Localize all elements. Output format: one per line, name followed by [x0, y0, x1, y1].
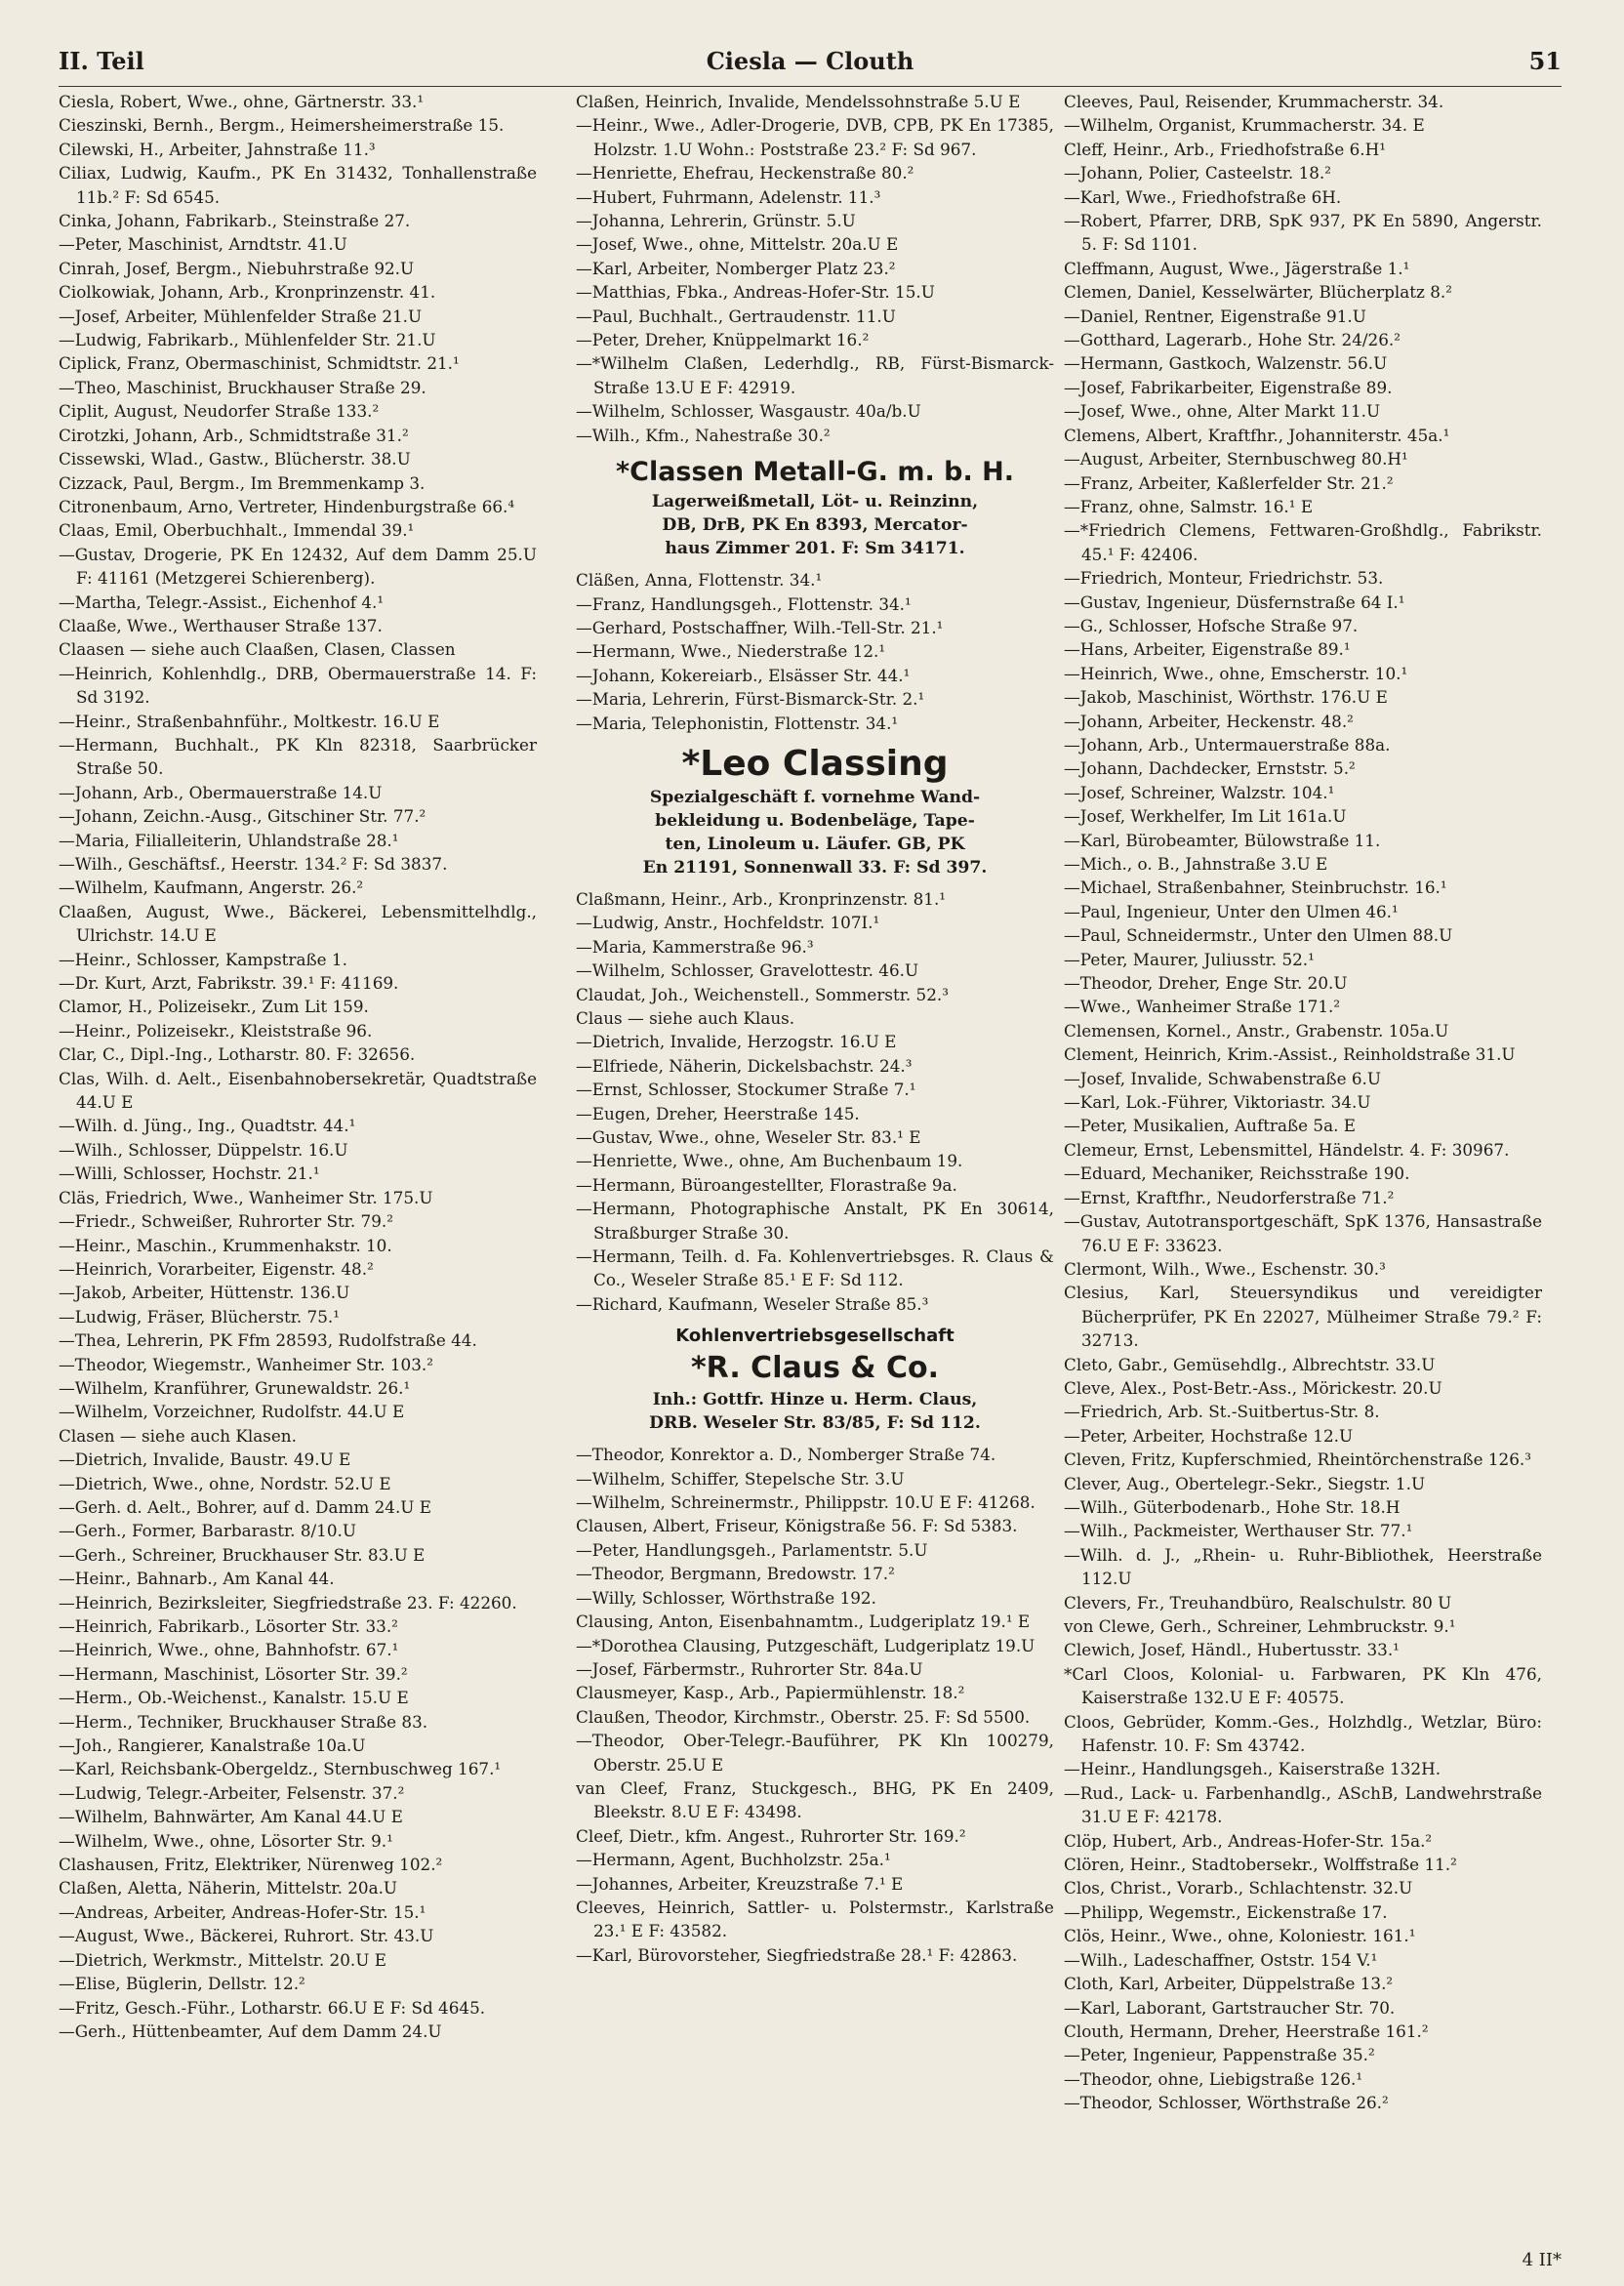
- directory-entry: —Wilhelm, Bahnwärter, Am Kanal 44.U E: [59, 1807, 403, 1827]
- directory-entry: Cinka, Johann, Fabrikarb., Steinstraße 27.: [59, 211, 411, 231]
- directory-entry: —Wilh. d. J., „Rhein- u. Ruhr-Bibliothek, Heerstraße 112.U: [1064, 1544, 1542, 1589]
- directory-entry: Cloos, Gebrüder, Komm.-Ges., Holzhdlg., Wetzlar, Büro: Hafenstr. 10. F: Sm 43742.: [1064, 1711, 1542, 1756]
- directory-entry: Cleffmann, August, Wwe., Jägerstraße 1.¹: [1064, 258, 1410, 278]
- directory-entry: —Wilhelm, Schiffer, Stepelsche Str. 3.U: [576, 1468, 905, 1489]
- directory-entry: Clashausen, Fritz, Elektriker, Nürenweg 102.²: [59, 1855, 443, 1875]
- directory-entry: —Eugen, Dreher, Heerstraße 145.: [576, 1103, 860, 1123]
- signature-mark: 4 II*: [1522, 2250, 1562, 2270]
- directory-entry: Claßen, Aletta, Näherin, Mittelstr. 20a.U: [59, 1878, 398, 1898]
- entry-list: [576, 1443, 1054, 1967]
- directory-entry: Clemeur, Ernst, Lebensmittel, Händelstr. 4. F: 30967.: [1064, 1139, 1510, 1160]
- directory-entry: —Heinrich, Fabrikarb., Lösorter Str. 33.²: [59, 1616, 398, 1636]
- directory-entry: Clevers, Fr., Treuhandbüro, Realschulstr. 80 U: [1064, 1592, 1452, 1612]
- directory-entry: —Thea, Lehrerin, PK Ffm 28593, Rudolfstraße 44.: [59, 1330, 477, 1351]
- directory-entry: —Wilh., Güterbodenarb., Hohe Str. 18.H: [1064, 1496, 1401, 1517]
- directory-entry: —Josef, Wwe., ohne, Alter Markt 11.U: [1064, 401, 1381, 422]
- directory-entry: von Clewe, Gerh., Schreiner, Lehmbruckstr. 9.¹: [1064, 1616, 1456, 1636]
- directory-entry: —Peter, Ingenieur, Pappenstraße 35.²: [1064, 2045, 1375, 2065]
- directory-entry: —Johannes, Arbeiter, Kreuzstraße 7.¹ E: [576, 1873, 904, 1894]
- directory-entry: —Karl, Laborant, Gartstraucher Str. 70.: [1064, 1997, 1396, 2018]
- directory-entry: —Peter, Arbeiter, Hochstraße 12.U: [1064, 1425, 1354, 1446]
- directory-entry: —Heinr., Handlungsgeh., Kaiserstraße 132H.: [1064, 1759, 1441, 1779]
- directory-entry: Cleef, Dietr., kfm. Angest., Ruhrorter Str. 169.²: [576, 1825, 966, 1846]
- directory-entry: —G., Schlosser, Hofsche Straße 97.: [1064, 615, 1359, 635]
- directory-entry: —Josef, Arbeiter, Mühlenfelder Straße 21.U: [59, 306, 423, 326]
- directory-entry: —Mich., o. B., Jahnstraße 3.U E: [1064, 854, 1328, 874]
- directory-entry: —Wilh., Ladeschaffner, Oststr. 154 V.¹: [1064, 1949, 1378, 1970]
- directory-entry: —Theodor, Konrektor a. D., Nomberger Straße 74.: [576, 1445, 996, 1465]
- directory-entry: —Josef, Fabrikarbeiter, Eigenstraße 89.: [1064, 377, 1393, 397]
- directory-entry: —Willi, Schlosser, Hochstr. 21.¹: [59, 1163, 320, 1184]
- directory-entry: —Gustav, Autotransportgeschäft, SpK 1376, Hansastraße 76.U E F: 33623.: [1064, 1211, 1542, 1255]
- directory-entry: —Peter, Handlungsgeh., Parlamentstr. 5.U: [576, 1539, 928, 1560]
- directory-entry: Claßmann, Heinr., Arb., Kronprinzenstr. 81.¹: [576, 888, 947, 909]
- directory-entry: Clausen, Albert, Friseur, Königstraße 56. F: Sd 5383.: [576, 1516, 1018, 1536]
- directory-entry: —Heinrich, Wwe., ohne, Emscherstr. 10.¹: [1064, 663, 1408, 683]
- directory-entry: —Josef, Werkhelfer, Im Lit 161a.U: [1064, 806, 1347, 827]
- directory-entry: —Johann, Arbeiter, Heckenstr. 48.²: [1064, 711, 1354, 731]
- directory-entry: —Johanna, Lehrerin, Grünstr. 5.U: [576, 211, 856, 231]
- directory-entry: —Hermann, Gastkoch, Walzenstr. 56.U: [1064, 353, 1388, 374]
- advertisement-classing: [576, 743, 1054, 879]
- directory-entry: —Johann, Kokereiarb., Elsässer Str. 44.¹: [576, 665, 911, 685]
- directory-entry: —Karl, Arbeiter, Nomberger Platz 23.²: [576, 258, 896, 278]
- directory-entry: —Gerh., Former, Barbarastr. 8/10.U: [59, 1521, 356, 1541]
- directory-entry: —Karl, Lok.-Führer, Viktoriastr. 34.U: [1064, 1092, 1371, 1113]
- directory-entry: —Dietrich, Werkmstr., Mittelstr. 20.U E: [59, 1949, 386, 1970]
- directory-entry: Claßen, Heinrich, Invalide, Mendelssohnstraße 5.U E: [576, 92, 1021, 111]
- directory-entry: —Hermann, Wwe., Niederstraße 12.¹: [576, 641, 886, 662]
- directory-entry: Cleeves, Heinrich, Sattler- u. Polstermstr., Karlstraße 23.¹ E F: 43582.: [576, 1897, 1054, 1941]
- directory-entry: —Heinr., Straßenbahnführ., Moltkestr. 16.U E: [59, 711, 440, 731]
- directory-entry: Clas, Wilh. d. Aelt., Eisenbahnobersekretär, Quadtstraße 44.U E: [59, 1068, 537, 1113]
- directory-entry: van Cleef, Franz, Stuckgesch., BHG, PK En 2409, Bleekstr. 8.U E F: 43498.: [576, 1777, 1054, 1822]
- directory-entry: —Rud., Lack- u. Farbenhandlg., ASchB, Landwehrstraße 31.U E F: 42178.: [1064, 1782, 1542, 1827]
- directory-entry: —Paul, Buchhalt., Gertraudenstr. 11.U: [576, 306, 896, 326]
- directory-entry: —Gustav, Wwe., ohne, Weseler Str. 83.¹ E: [576, 1127, 921, 1147]
- directory-entry: —Herm., Techniker, Bruckhauser Straße 83.: [59, 1711, 428, 1732]
- directory-entry: —Peter, Maschinist, Arndtstr. 41.U: [59, 234, 347, 255]
- directory-entry: Claus — siehe auch Klaus.: [576, 1007, 795, 1028]
- directory-entry: Clar, C., Dipl.-Ing., Lotharstr. 80. F: 32656.: [59, 1044, 416, 1065]
- directory-entry: —Michael, Straßenbahner, Steinbruchstr. 16.¹: [1064, 878, 1447, 898]
- directory-entry: —Elfriede, Näherin, Dickelsbachstr. 24.³: [576, 1055, 913, 1076]
- directory-entry: —Josef, Schreiner, Walzstr. 104.¹: [1064, 782, 1335, 802]
- directory-entry: Claasen — siehe auch Claaßen, Clasen, Classen: [59, 639, 456, 660]
- directory-entry: —Franz, Handlungsgeh., Flottenstr. 34.¹: [576, 593, 912, 614]
- directory-entry: —Wilhelm, Schlosser, Gravelottestr. 46.U: [576, 960, 919, 981]
- directory-entry: —Peter, Dreher, Knüppelmarkt 16.²: [576, 330, 870, 350]
- directory-entry: —Daniel, Rentner, Eigenstraße 91.U: [1064, 306, 1366, 326]
- directory-entry: —Hermann, Büroangestellter, Florastraße 9a.: [576, 1174, 957, 1195]
- directory-entry: —Jakob, Maschinist, Wörthstr. 176.U E: [1064, 687, 1388, 708]
- directory-entry: —Ludwig, Fabrikarb., Mühlenfelder Str. 21.U: [59, 330, 436, 350]
- directory-entry: —Martha, Telegr.-Assist., Eichenhof 4.¹: [59, 592, 385, 612]
- directory-entry: —Hermann, Teilh. d. Fa. Kohlenvertriebsges. R. Claus & Co., Weseler Straße 85.¹ E F: Sd 112.: [576, 1246, 1054, 1290]
- directory-entry: —Theodor, Bergmann, Bredowstr. 17.²: [576, 1564, 895, 1584]
- ad-line: Inh.: Gottfr. Hinze u. Herm. Claus,: [652, 1390, 978, 1410]
- ad-line: DB, DrB, PK En 8393, Mercator-: [662, 515, 968, 536]
- directory-entry: Cleff, Heinr., Arb., Friedhofstraße 6.H¹: [1064, 139, 1386, 159]
- directory-entry: Cleeves, Paul, Reisender, Krummacherstr. 34.: [1064, 92, 1444, 111]
- directory-entry: —Heinrich, Kohlenhdlg., DRB, Obermauerstraße 14. F: Sd 3192.: [59, 663, 537, 708]
- directory-entry: Clausing, Anton, Eisenbahnamtm., Ludgeriplatz 19.¹ E: [576, 1612, 1031, 1632]
- directory-entry: —Friedr., Schweißer, Ruhrorter Str. 79.²: [59, 1211, 393, 1232]
- directory-entry: Cläs, Friedrich, Wwe., Wanheimer Str. 175.U: [59, 1187, 433, 1207]
- directory-entry: —Wilhelm, Kaufmann, Angerstr. 26.²: [59, 878, 364, 898]
- directory-entry: —Wilhelm, Wwe., ohne, Lösorter Str. 9.¹: [59, 1830, 393, 1851]
- directory-entry: —Franz, ohne, Salmstr. 16.¹ E: [1064, 496, 1314, 516]
- directory-entry: —Karl, Wwe., Friedhofstraße 6H.: [1064, 186, 1342, 207]
- directory-entry: Cissewski, Wlad., Gastw., Blücherstr. 38.U: [59, 449, 411, 469]
- directory-entry: —Maria, Filialleiterin, Uhlandstraße 28.¹: [59, 830, 399, 850]
- directory-entry: —*Friedrich Clemens, Fettwaren-Großhdlg., Fabrikstr. 45.¹ F: 42406.: [1064, 520, 1542, 564]
- directory-entry: —Heinr., Schlosser, Kampstraße 1.: [59, 949, 347, 969]
- directory-entry: Cleven, Fritz, Kupferschmied, Rheintörchenstraße 126.³: [1064, 1449, 1531, 1470]
- ad-line: ten, Linoleum u. Läufer. GB, PK: [665, 834, 965, 854]
- directory-entry: —Wilh., Geschäftsf., Heerstr. 134.² F: Sd 3837.: [59, 854, 448, 874]
- directory-entry: —Willy, Schlosser, Wörthstraße 192.: [576, 1587, 876, 1608]
- directory-entry: Clöp, Hubert, Arb., Andreas-Hofer-Str. 15a.²: [1064, 1830, 1433, 1851]
- entry-list: [576, 568, 1054, 735]
- directory-entry: Clesius, Karl, Steuersyndikus und vereidigter Bücherprüfer, PK En 22027, Mülheimer Straße 79.² F: 32713.: [1064, 1283, 1542, 1351]
- directory-entry: —Heinrich, Bezirksleiter, Siegfriedstraße 23. F: 42260.: [59, 1592, 517, 1612]
- directory-entry: —Henriette, Wwe., ohne, Am Buchenbaum 19.: [576, 1151, 963, 1171]
- directory-entry: —Franz, Arbeiter, Kaßlerfelder Str. 21.²: [1064, 472, 1394, 493]
- directory-entry: Clemen, Daniel, Kesselwärter, Blücherplatz 8.²: [1064, 282, 1452, 303]
- directory-entry: Citronenbaum, Arno, Vertreter, Hindenburgstraße 66.⁴: [59, 496, 515, 516]
- directory-entry: Cizzack, Paul, Bergm., Im Bremmenkamp 3.: [59, 472, 426, 493]
- directory-entry: —Wilhelm, Organist, Krummacherstr. 34. E: [1064, 115, 1425, 136]
- directory-entry: —Friedrich, Arb. St.-Suitbertus-Str. 8.: [1064, 1402, 1380, 1422]
- entry-list: [576, 887, 1054, 1316]
- directory-entry: —Wilh., Packmeister, Werthauser Str. 77.¹: [1064, 1521, 1413, 1541]
- directory-entry: Cirotzki, Johann, Arb., Schmidtstraße 31.²: [59, 425, 409, 445]
- ad-line: Spezialgeschäft f. vornehme Wand-: [649, 787, 981, 807]
- advertisement-classen: [576, 455, 1054, 560]
- directory-entry: —Hermann, Agent, Buchholzstr. 25a.¹: [576, 1850, 891, 1870]
- directory-entry: —Theodor, ohne, Liebigstraße 126.¹: [1064, 2068, 1363, 2089]
- directory-entry: Clemens, Albert, Kraftfhr., Johanniterstr. 45a.¹: [1064, 425, 1450, 445]
- directory-entry: —Paul, Schneidermstr., Unter den Ulmen 88.U: [1064, 925, 1453, 946]
- directory-entry: —Ludwig, Telegr.-Arbeiter, Felsenstr. 37.²: [59, 1782, 405, 1803]
- directory-entry: —Wilh., Kfm., Nahestraße 30.²: [576, 425, 831, 445]
- directory-entry: —Theodor, Dreher, Enge Str. 20.U: [1064, 973, 1348, 994]
- ad-line: Lagerweißmetall, Löt- u. Reinzinn,: [651, 492, 979, 512]
- directory-entry: —Peter, Musikalien, Auftraße 5a. E: [1064, 1116, 1357, 1136]
- directory-entry: Cläßen, Anna, Flottenstr. 34.¹: [576, 570, 823, 591]
- directory-entry: —Theo, Maschinist, Bruckhauser Straße 29.: [59, 377, 426, 397]
- directory-entry: Cloth, Karl, Arbeiter, Düppelstraße 13.²: [1064, 1974, 1394, 1994]
- directory-entry: Claudat, Joh., Weichenstell., Sommerstr. 52.³: [576, 984, 949, 1004]
- directory-entry: —Karl, Bürobeamter, Bülowstraße 11.: [1064, 830, 1381, 850]
- directory-entry: —Eduard, Mechaniker, Reichsstraße 190.: [1064, 1163, 1410, 1184]
- directory-entry: —Theodor, Ober-Telegr.-Bauführer, PK Kln 100279, Oberstr. 25.U E: [576, 1731, 1054, 1775]
- directory-entry: —Dietrich, Invalide, Baustr. 49.U E: [59, 1449, 351, 1470]
- directory-entry: —Andreas, Arbeiter, Andreas-Hofer-Str. 15.¹: [59, 1901, 426, 1922]
- directory-entry: Claußen, Theodor, Kirchmstr., Oberstr. 25. F: Sd 5500.: [576, 1706, 1031, 1727]
- directory-entry: —Josef, Färbermstr., Ruhrorter Str. 84a.U: [576, 1658, 923, 1679]
- directory-entry: —Wwe., Wanheimer Straße 171.²: [1064, 997, 1341, 1017]
- ad-company-name: *Classen Metall-G. m. b. H.: [616, 457, 1014, 488]
- part-label: II. Teil: [59, 47, 144, 75]
- directory-entry: —Hermann, Maschinist, Lösorter Str. 39.²: [59, 1663, 408, 1684]
- directory-entry: —Robert, Pfarrer, DRB, SpK 937, PK En 5890, Angerstr. 5. F: Sd 1101.: [1064, 211, 1542, 255]
- directory-entry: —Wilh., Schlosser, Düppelstr. 16.U: [59, 1139, 348, 1160]
- directory-entry: Cieszinski, Bernh., Bergm., Heimersheimerstraße 15.: [59, 115, 505, 136]
- directory-entry: —Ludwig, Anstr., Hochfeldstr. 107I.¹: [576, 913, 880, 933]
- directory-entry: —Hermann, Photographische Anstalt, PK En 30614, Straßburger Straße 30.: [576, 1199, 1054, 1243]
- directory-entry: —August, Wwe., Bäckerei, Ruhrort. Str. 43.U: [59, 1926, 434, 1946]
- directory-entry: —Josef, Invalide, Schwabenstraße 6.U: [1064, 1068, 1381, 1088]
- directory-entry: Ciplit, August, Neudorfer Straße 133.²: [59, 401, 380, 422]
- directory-entry: —Wilhelm, Schreinermstr., Philippstr. 10.U E F: 41268.: [576, 1492, 1035, 1513]
- directory-entry: —Dr. Kurt, Arzt, Fabrikstr. 39.¹ F: 41169.: [59, 973, 399, 994]
- directory-entry: —Hermann, Buchhalt., PK Kln 82318, Saarbrücker Straße 50.: [59, 734, 537, 779]
- directory-entry: —*Dorothea Clausing, Putzgeschäft, Ludgeriplatz 19.U: [576, 1635, 1035, 1655]
- directory-entry: Clermont, Wilh., Wwe., Eschenstr. 30.³: [1064, 1258, 1386, 1279]
- directory-entry: —Gotthard, Lagerarb., Hohe Str. 24/26.²: [1064, 330, 1401, 350]
- directory-entry: —Dietrich, Invalide, Herzogstr. 16.U E: [576, 1032, 897, 1052]
- directory-entry: Clös, Heinr., Wwe., ohne, Koloniestr. 161.¹: [1064, 1926, 1416, 1946]
- directory-entry: Clever, Aug., Obertelegr.-Sekr., Siegstr. 1.U: [1064, 1473, 1426, 1493]
- directory-entry: Cilewski, H., Arbeiter, Jahnstraße 11.³: [59, 139, 376, 159]
- directory-entry: —Matthias, Fbkа., Andreas-Hofer-Str. 15.U: [576, 282, 935, 303]
- entry-list: [576, 90, 1054, 447]
- directory-entry: —Paul, Ingenieur, Unter den Ulmen 46.¹: [1064, 901, 1399, 921]
- directory-entry: —Gerh., Schreiner, Bruckhauser Str. 83.U E: [59, 1544, 426, 1565]
- directory-entry: —Heinr., Polizeisekr., Kleiststraße 96.: [59, 1020, 373, 1041]
- directory-entry: Claaßen, August, Wwe., Bäckerei, Lebensmittelhdlg., Ulrichstr. 14.U E: [59, 901, 537, 946]
- directory-entry: Clos, Christ., Vorarb., Schlachtenstr. 32.U: [1064, 1878, 1413, 1898]
- column-2: [576, 90, 1054, 2237]
- directory-entry: —Hubert, Fuhrmann, Adelenstr. 11.³: [576, 186, 881, 207]
- directory-entry: —Elise, Büglerin, Dellstr. 12.²: [59, 1974, 305, 1994]
- directory-entry: Claas, Emil, Oberbuchhalt., Immendal 39.¹: [59, 520, 415, 541]
- directory-entry: —Josef, Wwe., ohne, Mittelstr. 20a.U E: [576, 234, 899, 255]
- directory-entry: —Johann, Zeichn.-Ausg., Gitschiner Str. 77.²: [59, 806, 426, 827]
- directory-entry: —Jakob, Arbeiter, Hüttenstr. 136.U: [59, 1283, 350, 1303]
- ad-line: haus Zimmer 201. F: Sm 34171.: [665, 539, 965, 559]
- directory-entry: Clausmeyer, Kasp., Arb., Papiermühlenstr. 18.²: [576, 1683, 965, 1703]
- ad-company-name: *R. Claus & Co.: [690, 1351, 940, 1386]
- directory-entry: —Maria, Kammerstraße 96.³: [576, 936, 814, 957]
- advertisement-claus: [576, 1324, 1054, 1435]
- directory-entry: —Fritz, Gesch.-Führ., Lotharstr. 66.U E F: Sd 4645.: [59, 1997, 486, 2018]
- directory-entry: —Gerhard, Postschaffner, Wilh.-Tell-Str. 21.¹: [576, 617, 944, 637]
- directory-entry: Clemensen, Kornel., Anstr., Grabenstr. 105a.U: [1064, 1020, 1449, 1041]
- directory-entry: Ciplick, Franz, Obermaschinist, Schmidtstr. 21.¹: [59, 353, 460, 374]
- directory-entry: —Wilhelm, Vorzeichner, Rudolfstr. 44.U E: [59, 1402, 405, 1422]
- directory-entry: —Heinr., Bahnarb., Am Kanal 44.: [59, 1569, 335, 1589]
- page-number: 51: [1528, 47, 1562, 75]
- directory-entry: Ciesla, Robert, Wwe., ohne, Gärtnerstr. 33.¹: [59, 92, 425, 111]
- directory-entry: Clement, Heinrich, Krim.-Assist., Reinholdstraße 31.U: [1064, 1044, 1516, 1065]
- directory-entry: —Maria, Telephonistin, Flottenstr. 34.¹: [576, 713, 899, 733]
- directory-entry: Clören, Heinr., Stadtobersekr., Wolffstraße 11.²: [1064, 1855, 1457, 1875]
- page-header: [59, 47, 1562, 87]
- directory-entry: —Johann, Arb., Obermauerstraße 14.U: [59, 782, 383, 802]
- directory-entry: —Gerh., Hüttenbeamter, Auf dem Damm 24.U: [59, 2021, 442, 2041]
- directory-entry: —Heinr., Wwe., Adler-Drogerie, DVB, CPB, PK En 17385, Holzstr. 1.U Wohn.: Poststraße 23.² F: Sd 967.: [576, 115, 1054, 159]
- ad-line: En 21191, Sonnenwall 33. F: Sd 397.: [642, 857, 988, 878]
- directory-entry: —Johann, Arb., Untermauerstraße 88a.: [1064, 734, 1391, 755]
- directory-entry: —Theodor, Wiegemstr., Wanheimer Str. 103.²: [59, 1354, 433, 1374]
- ad-title: Kohlenvertriebsgesellschaft: [675, 1326, 954, 1347]
- directory-entry: —Ludwig, Fräser, Blücherstr. 75.¹: [59, 1306, 340, 1327]
- directory-entry: Clewich, Josef, Händl., Hubertusstr. 33.¹: [1064, 1640, 1400, 1660]
- directory-entry: —Henriette, Ehefrau, Heckenstraße 80.²: [576, 163, 914, 184]
- directory-entry: —Ernst, Schlosser, Stockumer Straße 7.¹: [576, 1080, 916, 1100]
- directory-entry: —Gerh. d. Aelt., Bohrer, auf d. Damm 24.U E: [59, 1496, 432, 1517]
- directory-entry: —Gustav, Drogerie, PK En 12432, Auf dem Damm 25.U F: 41161 (Metzgerei Schierenberg).: [59, 544, 537, 589]
- directory-entry: —Philipp, Wegemstr., Eickenstraße 17.: [1064, 1901, 1388, 1922]
- directory-entry: —Johann, Dachdecker, Ernststr. 5.²: [1064, 758, 1356, 779]
- directory-entry: —Hans, Arbeiter, Eigenstraße 89.¹: [1064, 639, 1351, 660]
- directory-entry: Clouth, Hermann, Dreher, Heerstraße 161.²: [1064, 2021, 1429, 2041]
- ad-line: DRB. Weseler Str. 83/85, F: Sd 112.: [649, 1413, 981, 1434]
- directory-entry: —Wilhelm, Kranführer, Grunewaldstr. 26.¹: [59, 1377, 411, 1398]
- directory-entry: *Carl Cloos, Kolonial- u. Farbwaren, PK Kln 476, Kaiserstraße 132.U E F: 40575.: [1064, 1663, 1542, 1708]
- directory-entry: —Heinrich, Vorarbeiter, Eigenstr. 48.²: [59, 1258, 374, 1279]
- directory-entry: —Wilhelm, Schlosser, Wasgaustr. 40a/b.U: [576, 401, 921, 422]
- directory-entry: —Richard, Kaufmann, Weseler Straße 85.³: [576, 1293, 929, 1314]
- directory-entry: —Dietrich, Wwe., ohne, Nordstr. 52.U E: [59, 1473, 391, 1493]
- directory-entry: Clamor, H., Polizeisekr., Zum Lit 159.: [59, 997, 369, 1017]
- directory-entry: Claaße, Wwe., Werthauser Straße 137.: [59, 615, 383, 635]
- directory-entry: Ciliax, Ludwig, Kaufm., PK En 31432, Tonhallenstraße 11b.² F: Sd 6545.: [59, 163, 537, 207]
- column-3: [1064, 90, 1542, 2237]
- directory-entry: Cinrah, Josef, Bergm., Niebuhrstraße 92.U: [59, 258, 415, 278]
- directory-entry: Clasen — siehe auch Klasen.: [59, 1425, 297, 1446]
- directory-entry: —Theodor, Schlosser, Wörthstraße 26.²: [1064, 2093, 1389, 2113]
- ad-company-name: *Leo Classing: [681, 743, 949, 784]
- directory-entry: —Herm., Ob.-Weichenst., Kanalstr. 15.U E: [59, 1688, 409, 1708]
- directory-entry: —Peter, Maurer, Juliusstr. 52.¹: [1064, 949, 1315, 969]
- directory-entry: —Karl, Bürovorsteher, Siegfriedstraße 28.¹ F: 42863.: [576, 1944, 1018, 1965]
- directory-entry: —Heinr., Maschin., Krummenhakstr. 10.: [59, 1235, 392, 1255]
- directory-entry: —Maria, Lehrerin, Fürst-Bismarck-Str. 2.¹: [576, 689, 925, 710]
- directory-entry: —*Wilhelm Claßen, Lederhdlg., RB, Fürst-Bismarck-Straße 13.U E F: 42919.: [576, 353, 1054, 397]
- directory-entry: —Gustav, Ingenieur, Düsfernstraße 64 I.¹: [1064, 592, 1405, 612]
- directory-entry: —Wilh. d. Jüng., Ing., Quadtstr. 44.¹: [59, 1116, 356, 1136]
- directory-entry: Cleto, Gabr., Gemüsehdlg., Albrechtstr. 33.U: [1064, 1354, 1436, 1374]
- directory-entry: —Johann, Polier, Casteelstr. 18.²: [1064, 163, 1331, 184]
- column-1: [59, 90, 537, 2237]
- directory-entry: —Ernst, Kraftfhr., Neudorferstraße 71.²: [1064, 1187, 1395, 1207]
- name-range-heading: Ciesla — Clouth: [706, 47, 914, 75]
- directory-entry: Cleve, Alex., Post-Betr.-Ass., Mörickestr. 20.U: [1064, 1377, 1442, 1398]
- directory-entry: —August, Arbeiter, Sternbuschweg 80.H¹: [1064, 449, 1408, 469]
- directory-entry: —Friedrich, Monteur, Friedrichstr. 53.: [1064, 568, 1384, 589]
- directory-entry: Ciolkowiak, Johann, Arb., Kronprinzenstr. 41.: [59, 282, 436, 303]
- ad-line: bekleidung u. Bodenbeläge, Tape-: [655, 810, 975, 831]
- directory-entry: —Joh., Rangierer, Kanalstraße 10a.U: [59, 1735, 366, 1756]
- directory-entry: —Heinrich, Wwe., ohne, Bahnhofstr. 67.¹: [59, 1640, 399, 1660]
- directory-entry: —Karl, Reichsbank-Obergeldz., Sternbuschweg 167.¹: [59, 1759, 502, 1779]
